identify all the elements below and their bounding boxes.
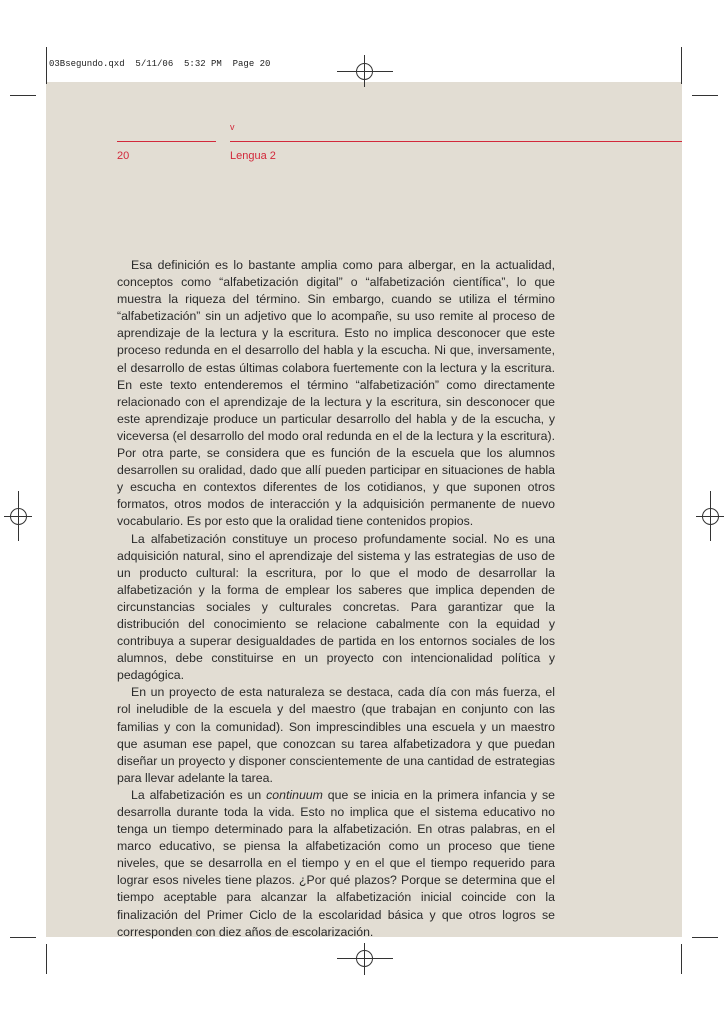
- header-rule-left: [117, 141, 216, 142]
- crop-mark-top-left-h: [10, 95, 36, 96]
- crop-mark-bottom-right-v: [681, 944, 682, 974]
- body-text: [117, 257, 555, 941]
- crop-mark-top-right-v: [681, 47, 682, 84]
- paragraph: En un proyecto de esta naturaleza se destaca, cada día con más fuerza, el rol ineludible de la escuela y del maestro (que trabajan en conjunto con las familias y con la comunidad). Son imprescindibles una escuela y un maestro que asuman ese papel, que conozcan su tarea alfabetizadora y que puedan diseñar un proyecto y disponer conscientemente de una cantidad de estrategias para llevar adelante la tarea.: [117, 685, 555, 785]
- emphasis-continuum: continuum: [266, 787, 323, 802]
- crop-mark-bottom-right-h: [692, 937, 718, 938]
- page-number: 20: [117, 150, 130, 162]
- crop-mark-bottom-left-h: [10, 937, 36, 938]
- paragraph: La alfabetización es un continuum que se inicia en la primera infancia y se desarrolla durante toda la vida. Esto no implica que el sistema educativo no tenga un tiempo determinado para la alfabetización. En otras palabras, en el marco educativo, se piensa la alfabetización como un proceso que tiene niveles, que se desarrolla en el tiempo y en el que el tiempo requerido para lograr esos niveles tiene plazos. ¿Por qué plazos? Porque se determina que el tiempo aceptable para alcanzar la alfabetización inicial coincide con la finalización del Primer Ciclo de la escolaridad básica y que otros logros se corresponden con diez años de escolarización.: [117, 787, 555, 939]
- section-title: Lengua 2: [230, 150, 276, 162]
- crop-mark-top-left-v: [46, 47, 47, 84]
- print-slug: 03Bsegundo.qxd 5/11/06 5:32 PM Page 20: [49, 59, 271, 69]
- header-rule-right: [230, 141, 682, 142]
- crop-mark-top-right-h: [692, 95, 718, 96]
- header-chevron: v: [230, 122, 235, 132]
- crop-mark-bottom-left-v: [46, 944, 47, 974]
- paragraph: La alfabetización constituye un proceso profundamente social. No es una adquisición natural, sino el aprendizaje del sistema y las estrategias de uso de un producto cultural: la escritura, por lo que el modo de desarrollar la alfabetización y la forma de emplear los saberes que implica dependen de circunstancias sociales y culturales concretas. Para garantizar que la distribución del conocimiento se relacione cabalmente con la equidad y contribuya a superar desigualdades de partida en los entornos sociales de los alumnos, debe constituirse en un proyecto con intencionalidad política y pedagógica.: [117, 531, 555, 683]
- paragraph: Esa definición es lo bastante amplia como para albergar, en la actualidad, conceptos como “alfabetización digital” o “alfabetización científica”, lo que muestra la riqueza del término. Sin embargo, cuando se utiliza el término “alfabetización” sin un adjetivo que lo acompañe, su uso remite al proceso de aprendizaje de la lectura y la escritura. Esto no implica desconocer que este proceso redunda en el desarrollo del habla y la escucha. Ni que, inversamente, el desarrollo de estas últimas colabora fuertemente con la lectura y la escritura. En este texto entenderemos el término “alfabetización” como directamente relacionado con el aprendizaje de la lectura y la escritura, sin desconocer que este aprendizaje produce un particular desarrollo del habla y de la escucha, y viceversa (el desarrollo del modo oral redunda en el de la lectura y la escritura). Por otra parte, se considera que es función de la escuela que los alumnos desarrollen su oralidad, dado que allí pueden participar en situaciones de habla y escucha en contextos diferentes de los cotidianos, y que suponen otros formatos, otros modos de interacción y la adquisición permanente de nuevo vocabulario. Es por esto que la oralidad tiene contenidos propios.: [117, 258, 555, 529]
